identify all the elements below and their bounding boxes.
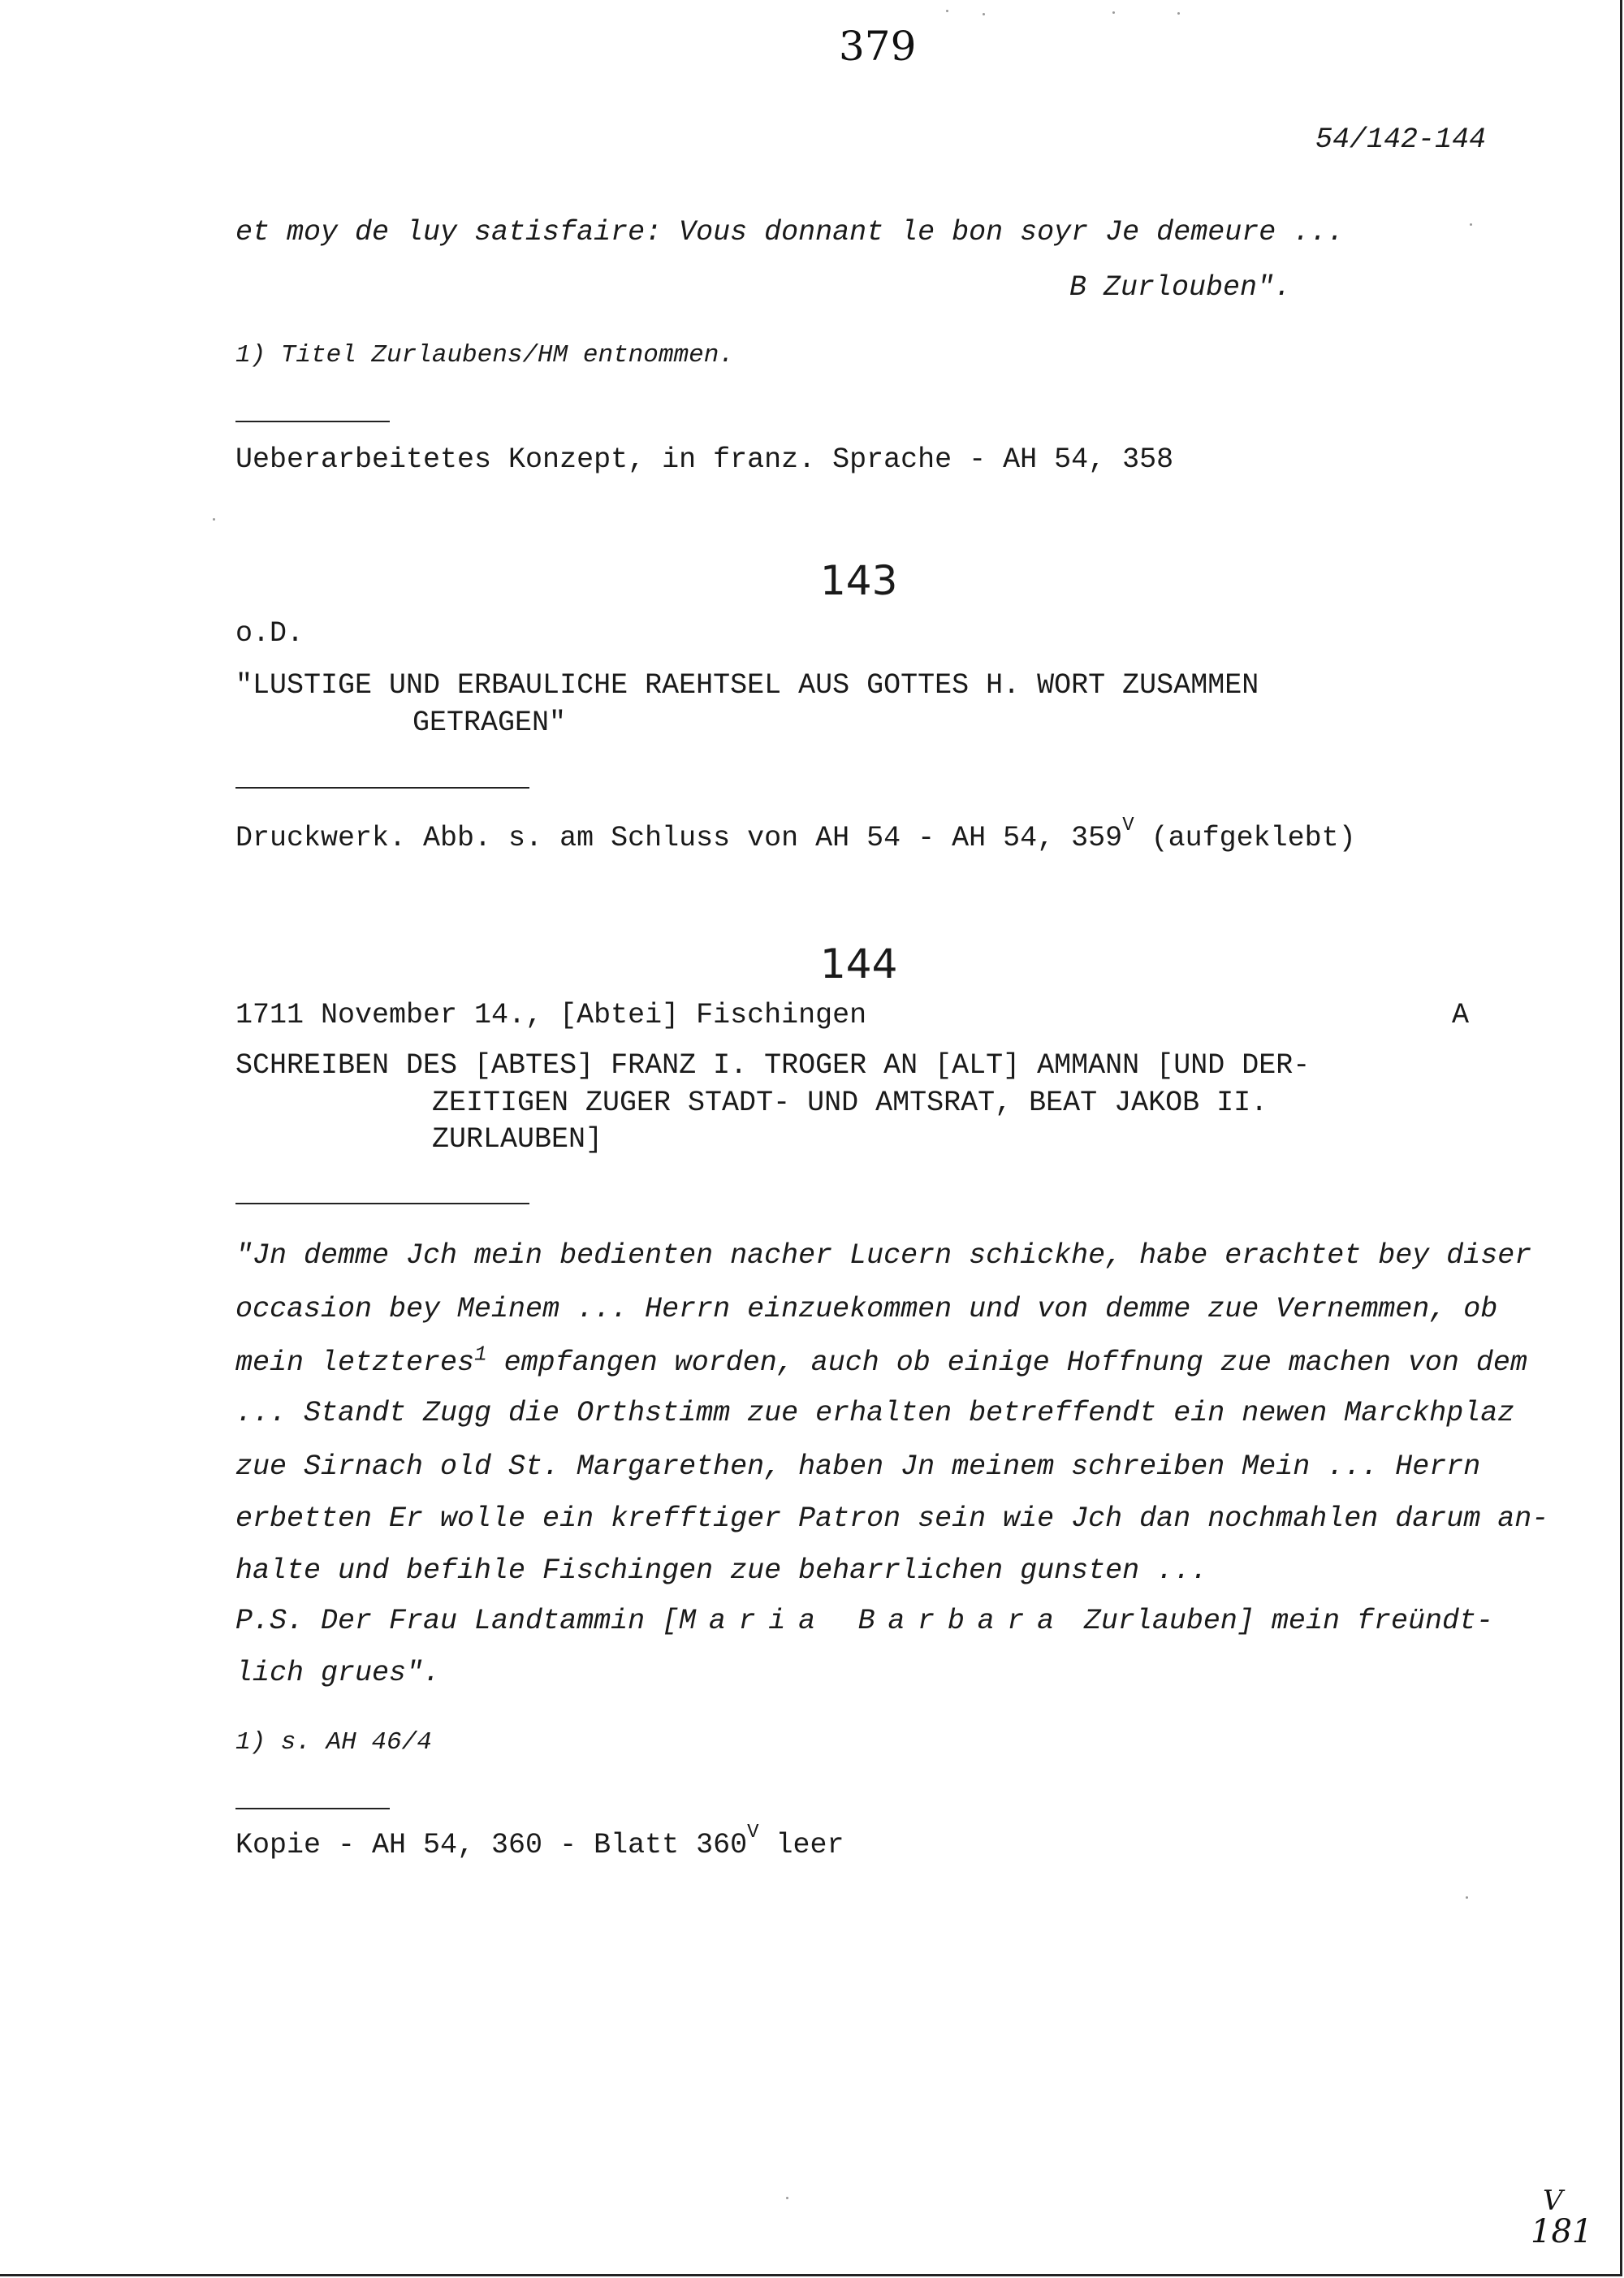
- letter-text-line: erbetten Er wolle ein krefftiger Patron sein wie Jch dan nochmahlen darum an-: [235, 1502, 1549, 1535]
- footnote: 1) Titel Zurlaubens/HM entnommen.: [235, 341, 734, 370]
- verso-mark: V: [747, 1822, 759, 1844]
- handwritten-folio-number: 181: [1531, 2213, 1593, 2250]
- scan-speck: [946, 10, 948, 12]
- separator-rule: [235, 787, 529, 789]
- scan-speck: [983, 13, 985, 15]
- letter-text-part: empfangen worden, auch ob einige Hoffnung zue machen von dem: [486, 1346, 1527, 1379]
- separator-rule: [235, 421, 390, 422]
- entry-title: ZURLAUBEN]: [432, 1123, 603, 1156]
- document-type-marker: A: [1452, 999, 1470, 1031]
- reference-range: 54/142-144: [1315, 123, 1487, 156]
- separator-rule: [235, 1808, 390, 1809]
- letter-text-line: [235, 1605, 1493, 1637]
- entry-title: "LUSTIGE UND ERBAULICHE RAEHTSEL AUS GOTTES H. WORT ZUSAMMEN: [235, 669, 1259, 702]
- spaced-name: Maria Barbara: [679, 1605, 1067, 1637]
- scan-speck: [1177, 12, 1180, 15]
- source-tail: leer: [758, 1829, 844, 1861]
- letter-text-line: occasion bey Meinem ... Herrn einzuekommen und von demme zue Vernemmen, ob: [235, 1293, 1498, 1325]
- entry-title: SCHREIBEN DES [ABTES] FRANZ I. TROGER AN [ALT] AMMANN [UND DER-: [235, 1049, 1311, 1082]
- source-main: Druckwerk. Abb. s. am Schluss von AH 54 - AH 54, 359: [235, 822, 1123, 854]
- quote-line: B Zurlouben".: [1069, 271, 1292, 304]
- source-tail: (aufgeklebt): [1134, 822, 1356, 854]
- letter-text-line: lich grues".: [235, 1657, 441, 1689]
- source-note: [235, 1822, 844, 1861]
- entry-date-place: 1711 November 14., [Abtei] Fischingen: [235, 999, 867, 1031]
- letter-text-line: ... Standt Zugg die Orthstimm zue erhalten betreffendt ein newen Marckhplaz: [235, 1397, 1515, 1429]
- scan-speck: [213, 518, 215, 521]
- footnote: 1) s. AH 46/4: [235, 1728, 432, 1757]
- entry-title: ZEITIGEN ZUGER STADT- UND AMTSRAT, BEAT JAKOB II.: [432, 1087, 1268, 1119]
- letter-text-part: P.S. Der Frau Landtammin [: [235, 1605, 680, 1637]
- letter-text-line: "Jn demme Jch mein bedienten nacher Lucern schickhe, habe erachtet bey diser: [235, 1239, 1532, 1272]
- source-note: [235, 815, 1356, 854]
- entry-title: GETRAGEN": [412, 707, 567, 739]
- source-main: Kopie - AH 54, 360 - Blatt 360: [235, 1829, 748, 1861]
- separator-rule: [235, 1203, 529, 1204]
- verso-mark: V: [1122, 815, 1134, 837]
- scan-speck: [1466, 1896, 1468, 1899]
- scan-speck: [1470, 223, 1472, 226]
- scan-speck: [786, 2197, 788, 2199]
- quote-line: et moy de luy satisfaire: Vous donnant le bon soyr Je demeure ...: [235, 216, 1345, 249]
- handwritten-page-number: 379: [839, 23, 917, 70]
- scan-speck: [1112, 11, 1115, 14]
- source-note: Ueberarbeitetes Konzept, in franz. Sprache - AH 54, 358: [235, 443, 1174, 476]
- letter-text-part: Zurlauben] mein freündt-: [1066, 1605, 1493, 1637]
- footnote-marker: 1: [474, 1342, 487, 1367]
- handwritten-check-mark: V: [1543, 2185, 1563, 2217]
- entry-number: 143: [820, 557, 898, 604]
- letter-text-line: [235, 1342, 1527, 1379]
- entry-number: 144: [820, 940, 898, 988]
- letter-text-line: zue Sirnach old St. Margarethen, haben Jn meinem schreiben Mein ... Herrn: [235, 1450, 1481, 1483]
- letter-text-part: mein letzteres: [235, 1346, 475, 1379]
- letter-text-line: halte und befihle Fischingen zue beharrlichen gunsten ...: [235, 1554, 1208, 1587]
- entry-date: o.D.: [235, 617, 304, 650]
